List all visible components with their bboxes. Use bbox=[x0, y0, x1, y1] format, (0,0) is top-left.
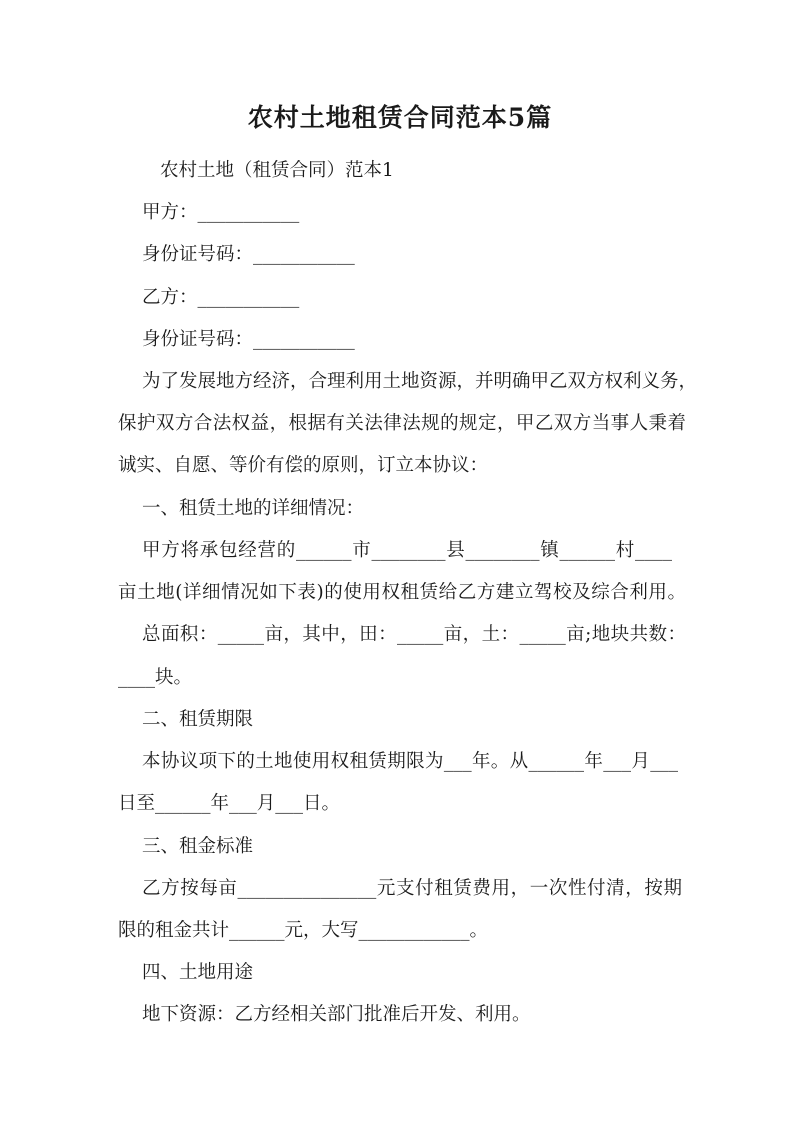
preamble-line-3: 诚实、自愿、等价有偿的原则，订立本协议： bbox=[118, 455, 489, 476]
land-area-line-1: 总面积：_____亩，其中，田：_____亩，土：_____亩;地块共数： bbox=[142, 624, 686, 645]
section-heading-rent: 三、租金标准 bbox=[142, 836, 254, 857]
lease-term-line-2: 日至______年___月___日。 bbox=[118, 793, 341, 814]
land-details-line-1: 甲方将承包经营的______市________县________镇______村____ bbox=[142, 540, 672, 561]
document-title: 农村土地租赁合同范本5篇 bbox=[247, 103, 553, 132]
party-a-id-field: 身份证号码：___________ bbox=[142, 244, 355, 265]
party-b-field: 乙方：___________ bbox=[142, 287, 300, 308]
party-b-id-field: 身份证号码：___________ bbox=[142, 329, 355, 350]
section-heading-land-use: 四、土地用途 bbox=[142, 962, 254, 983]
rent-line-1: 乙方按每亩_______________元支付租赁费用，一次性付清，按期 bbox=[142, 878, 682, 899]
land-area-line-2: ____块。 bbox=[118, 667, 193, 688]
contract-subtitle: 农村土地（租赁合同）范本1 bbox=[160, 160, 394, 181]
preamble-line-1: 为了发展地方经济，合理利用土地资源，并明确甲乙双方权利义务， bbox=[142, 371, 698, 392]
land-details-line-2: 亩土地(详细情况如下表)的使用权租赁给乙方建立驾校及综合利用。 bbox=[118, 582, 686, 603]
section-heading-land-details: 一、租赁土地的详细情况： bbox=[142, 498, 365, 519]
lease-term-line-1: 本协议项下的土地使用权租赁期限为___年。从______年___月___ bbox=[142, 751, 678, 772]
land-use-line-1: 地下资源：乙方经相关部门批准后开发、利用。 bbox=[142, 1004, 531, 1025]
section-heading-lease-term: 二、租赁期限 bbox=[142, 709, 254, 730]
rent-line-2: 限的租金共计______元，大写____________。 bbox=[118, 920, 489, 941]
party-a-field: 甲方：___________ bbox=[142, 202, 300, 223]
preamble-line-2: 保护双方合法权益，根据有关法律法规的规定，甲乙双方当事人秉着 bbox=[118, 413, 686, 434]
